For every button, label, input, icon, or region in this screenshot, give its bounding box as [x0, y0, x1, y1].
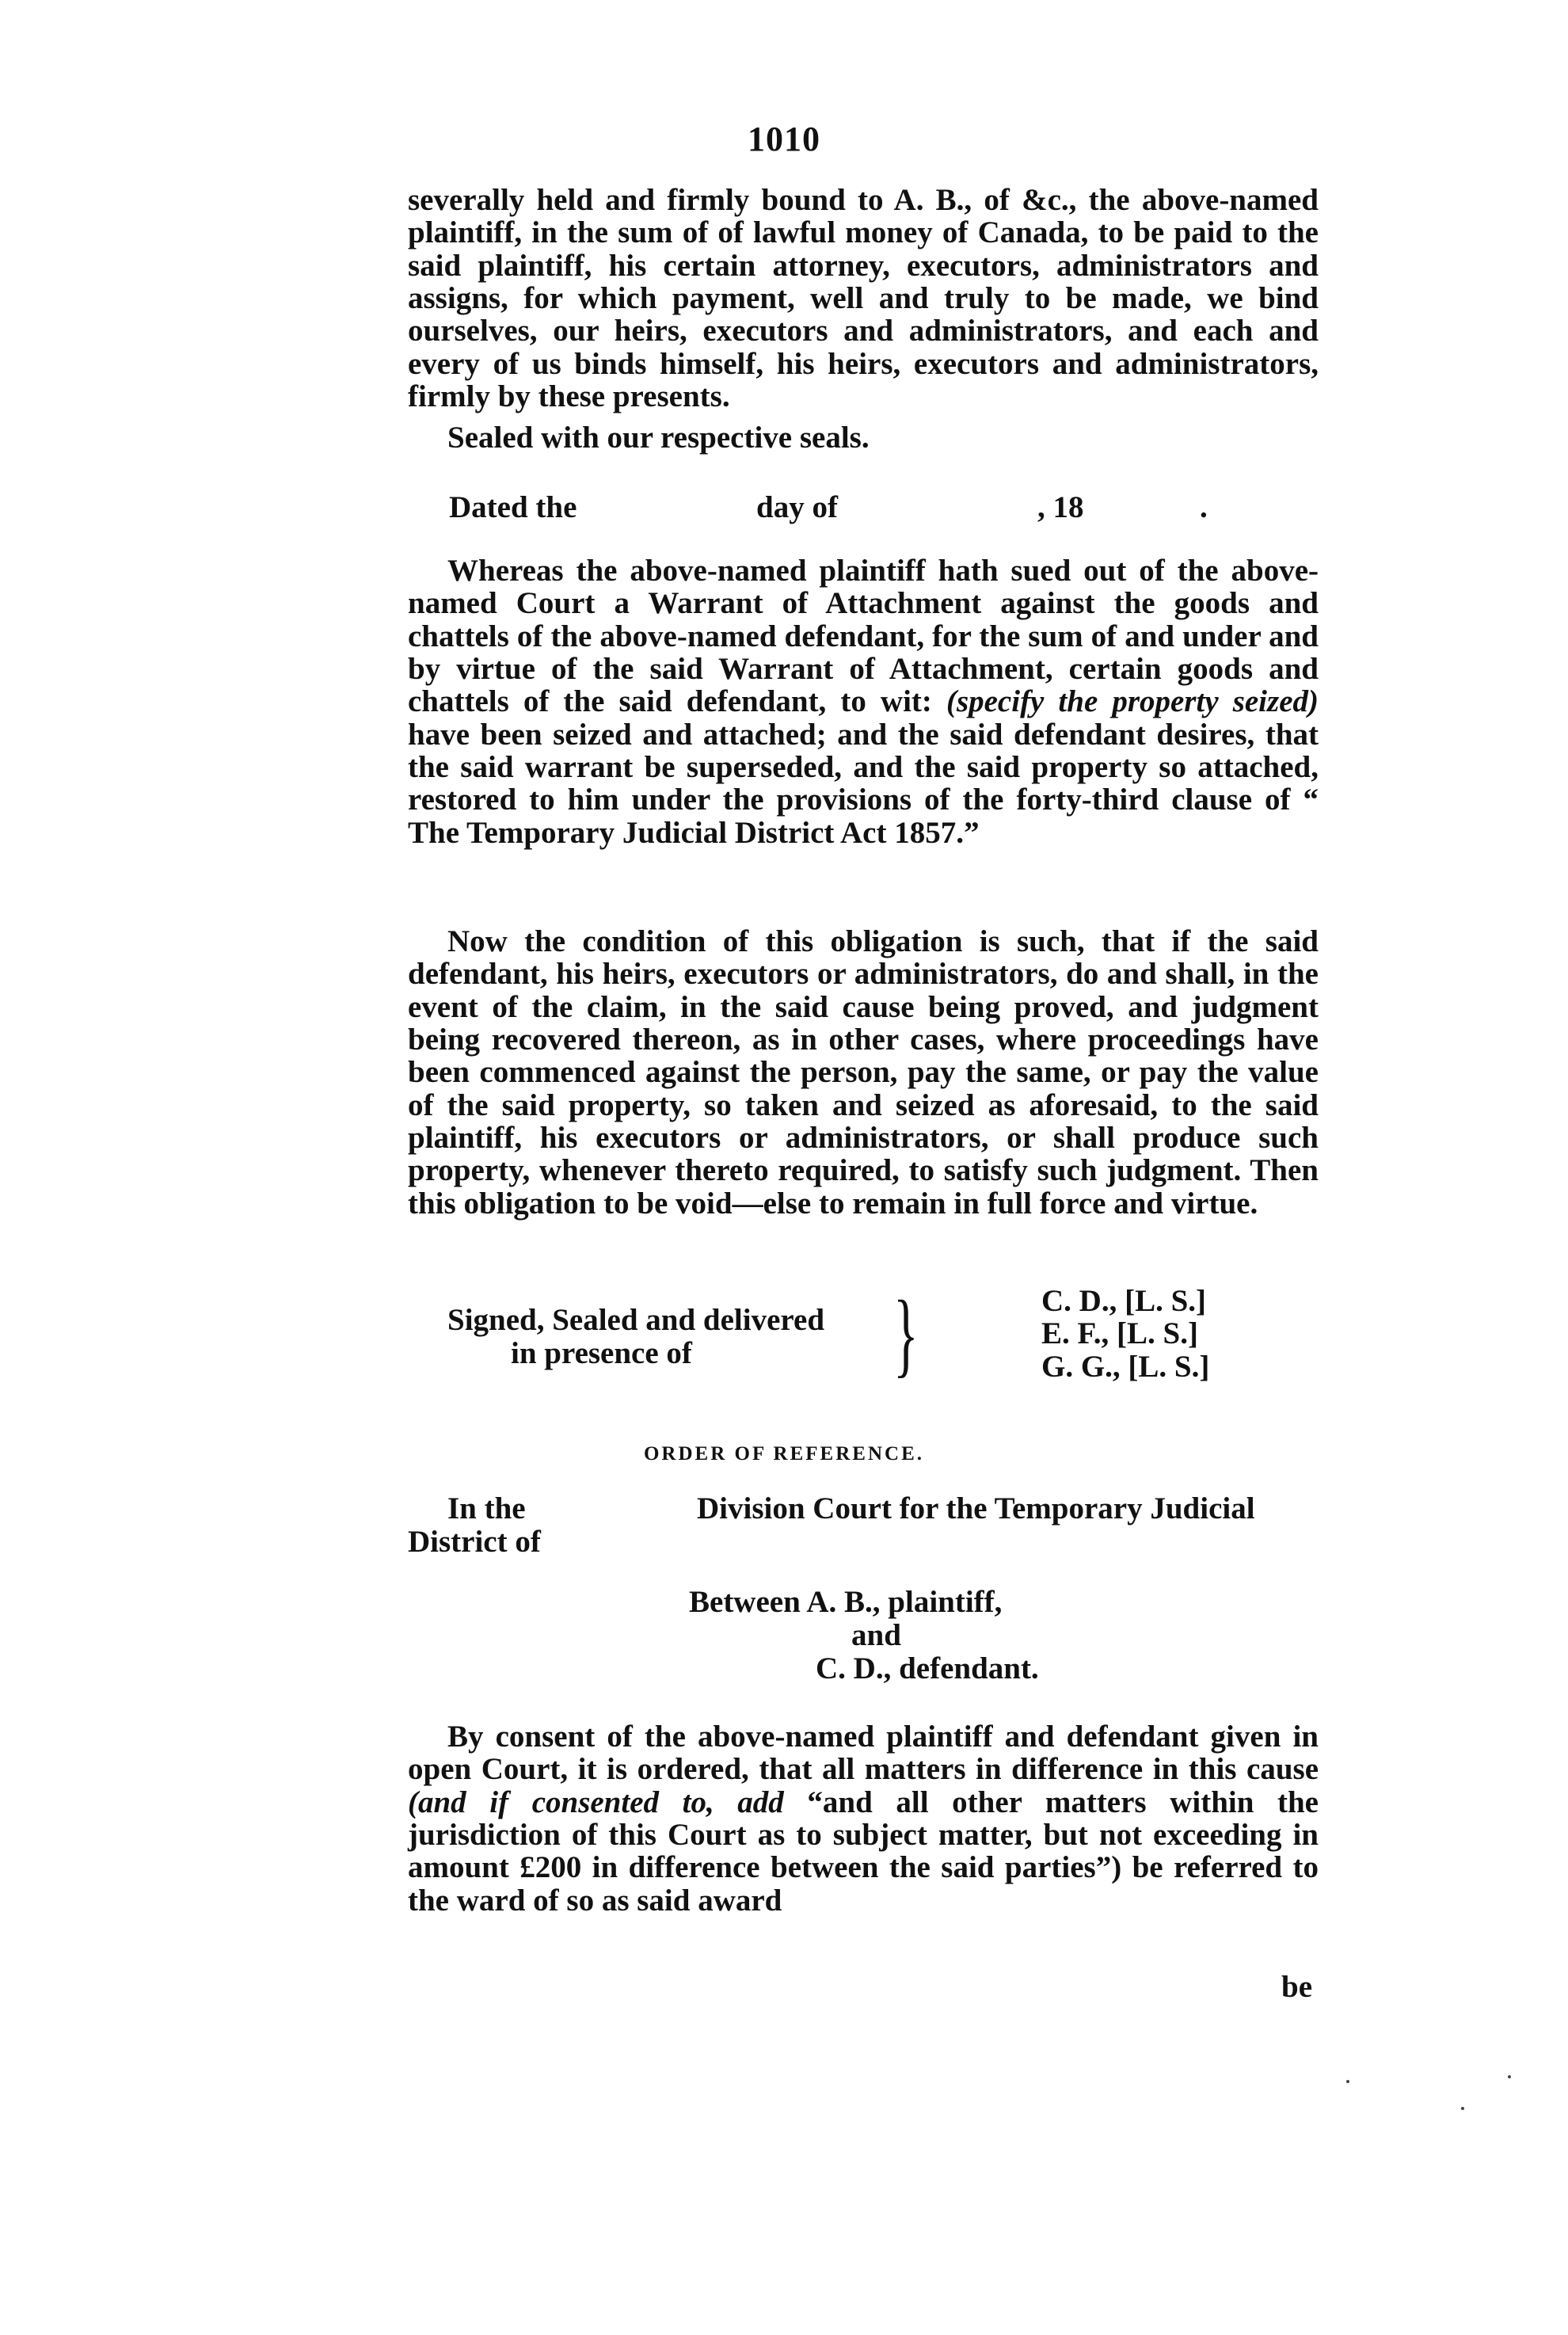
scan-speck [1461, 2107, 1464, 2110]
scan-speck [1508, 2075, 1511, 2078]
condition-paragraph: Now the condition of this obligation is such, that if the said defendant, his heirs, executors or administrators, do and shall, in the event of the claim, in the said cause being proved, and judgment being recovered thereon, as in other cases, where proceedings have been commenced against the person, pay the same, or pay the value of the said property, so taken and seized as aforesaid, to the said plaintiff, his executors or administrators, or shall produce such property, whenever thereto required, to satisfy such judgment. Then this obligation to be void—else to remain in full force and virtue. [408, 924, 1319, 1221]
consent-paragraph [408, 1720, 1319, 1917]
defendant-label: C. D., defendant. [816, 1651, 1039, 1686]
whereas-italic: (specify the property seized) [946, 684, 1319, 719]
district-of-label: District of [408, 1525, 541, 1559]
page-number: 1010 [748, 120, 820, 158]
signatories-list [1041, 1285, 1209, 1383]
signed-sealed-label: Signed, Sealed and delivered [447, 1303, 825, 1337]
signature-block [408, 1281, 1319, 1396]
scan-speck [1346, 2080, 1349, 2083]
whereas-text-2: have been seized and attached; and the said defendant desires, that the said warrant be superseded, and the said property so attached, restored to him under the provisions of the forty-third clause of “ The Temporary Judicial District Act 1857.” [408, 717, 1319, 850]
day-of-label: day of [756, 490, 838, 524]
brace-glyph: } [892, 1281, 919, 1386]
order-of-reference-heading: ORDER OF REFERENCE. [643, 1443, 924, 1465]
signatory-cd: C. D., [L. S.] [1041, 1284, 1207, 1318]
bond-opening-paragraph: severally held and firmly bound to A. B., of &c., the above-named plaintiff, in the sum of of lawful money of Canada, to be paid to the said plaintiff, his certain attorney, executors, administrators and assigns, for which payment, well and truly to be made, we bind ourselves, our heirs, executors and administrators, and each and every of us binds himself, his heirs, executors and administrators, firmly by these presents. [408, 183, 1319, 413]
consent-italic: (and if consented to, add [408, 1785, 784, 1819]
in-the-label: In the [447, 1491, 526, 1526]
parties-block [408, 1584, 1319, 1687]
signatory-gg: G. G., [L. S.] [1041, 1349, 1210, 1384]
dated-label: Dated the [449, 490, 577, 524]
presence-label: in presence of [511, 1336, 692, 1370]
division-court-label: Division Court for the Temporary Judicial [697, 1491, 1255, 1526]
parties-and: and [851, 1618, 901, 1652]
catchword: be [1281, 1970, 1312, 2004]
consent-text-1: By consent of the above-named plaintiff and defendant given in open Court, it is ordered, that all matters in difference in this cause [408, 1720, 1319, 1787]
year-label: , 18 [1037, 490, 1084, 524]
court-line [408, 1491, 1319, 1562]
sealed-line: Sealed with our respective seals. [447, 421, 870, 455]
signatory-ef: E. F., [L. S.] [1041, 1316, 1198, 1351]
between-plaintiff: Between A. B., plaintiff, [689, 1585, 1003, 1619]
consent-text-2: “and all other matters within the jurisdiction of this Court as to subject matter, but not exceeding in amount £200 in difference between the said parties”) be referred to the ward of so as said award [408, 1785, 1319, 1918]
dated-dot: . [1200, 490, 1208, 524]
whereas-text-1: Whereas the above-named plaintiff hath sued out of the above-named Court a Warrant of Attachment against the goods and chattels of the above-named defendant, for the sum of and under and by virtue of the said Warrant of Attachment, certain goods and chattels of the said defendant, to wit: [408, 554, 1319, 719]
whereas-paragraph [408, 554, 1319, 849]
